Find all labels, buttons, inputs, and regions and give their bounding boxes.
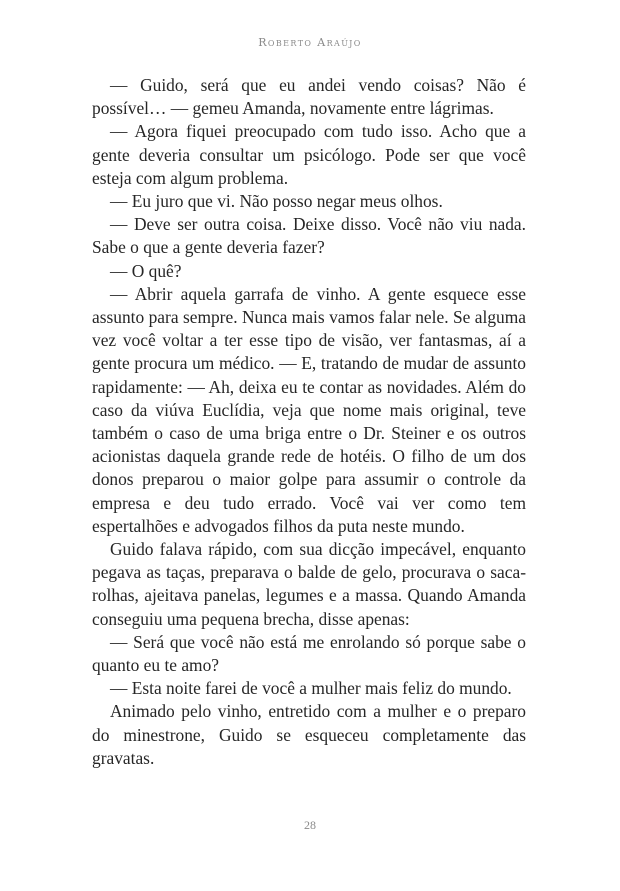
paragraph: — Esta noite farei de você a mulher mais feliz do mundo. — [110, 678, 512, 699]
page-number: 28 — [304, 818, 316, 832]
paragraph: — Será que você não está me enrolando só porque sabe o quanto eu te amo? — [92, 631, 526, 676]
paragraph: Guido falava rápido, com sua dicção impecável, enquanto pegava as taças, preparava o balde de gelo, procurava o saca-rolhas, ajeitava panelas, legumes e a massa. Quando Amanda conseguiu uma pequena brecha, disse apenas: — [92, 539, 526, 629]
paragraph: — Abrir aquela garrafa de vinho. A gente esquece esse assunto para sempre. Nunca mais vamos falar nele. Se alguma vez você voltar a ter esse tipo de visão, ver fantasmas, aí a gente procura um médico. — E, tratando de mudar de assunto rapidamente: — Ah, deixa eu te contar as novidades. Além do caso da viúva Euclídia, veja que nome mais original, teve também o caso de uma briga entre o Dr. Steiner e os outros acionistas daquela grande rede de hotéis. O filho de um dos donos preparou o maior golpe para assumir o controle da empresa e deu tudo errado. Você vai ver como tem espertalhões e advogados filhos da puta neste mundo. — [92, 283, 526, 536]
paragraph: — Agora fiquei preocupado com tudo isso. Acho que a gente deveria consultar um psicólogo. Pode ser que você esteja com algum problema. — [92, 121, 526, 188]
paragraph: — O quê? — [110, 260, 182, 281]
paragraph: — Deve ser outra coisa. Deixe disso. Você não viu nada. Sabe o que a gente deveria fazer? — [92, 214, 526, 258]
paragraph: — Guido, será que eu andei vendo coisas? Não é possível… — gemeu Amanda, novamente entre lágrimas. — [92, 75, 526, 119]
body-text — [92, 74, 526, 770]
paragraph: — Eu juro que vi. Não posso negar meus olhos. — [110, 191, 443, 212]
running-head: Roberto Araújo — [258, 36, 362, 49]
paragraph: Animado pelo vinho, entretido com a mulher e o preparo do minestrone, Guido se esqueceu completamente das gravatas. — [92, 701, 526, 768]
